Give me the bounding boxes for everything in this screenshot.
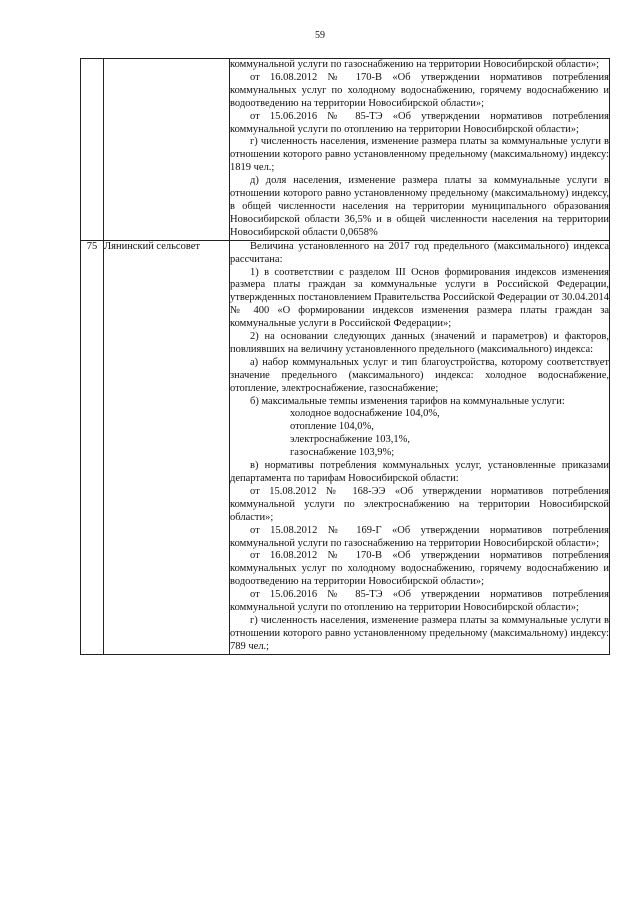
row-number: 75 bbox=[81, 240, 104, 654]
row-number-cell bbox=[81, 59, 104, 241]
tariff-item: электроснабжение 103,1%, bbox=[290, 434, 410, 446]
tariff-item: газоснабжение 103,9%; bbox=[290, 447, 395, 459]
paragraph: 2) на основании следующих данных (значений и параметров) и факторов, повлиявших на величину установленного предельного (максимального) индекса: bbox=[230, 331, 609, 355]
intro-paragraph: Величина установленного на 2017 год предельного (максимального) индекса рассчитана: bbox=[230, 240, 609, 265]
paragraph: от 15.06.2016 № 85-ТЭ «Об утверждении нормативов потребления коммунальной услуги по отоплению на территории Новосибирской области»; bbox=[230, 110, 609, 135]
table-row-75 bbox=[81, 240, 610, 654]
paragraph: коммунальной услуги по газоснабжению на территории Новосибирской области»; bbox=[230, 59, 599, 70]
paragraph: в) нормативы потребления коммунальных услуг, установленные приказами департамента по тарифам Новосибирской области: bbox=[230, 460, 609, 484]
justification-cell bbox=[230, 59, 610, 241]
municipality-cell bbox=[104, 59, 230, 241]
justification-cell bbox=[230, 240, 610, 654]
paragraph: б) максимальные темпы изменения тарифов на коммунальные услуги: bbox=[250, 395, 565, 407]
paragraph: от 15.08.2012 № 168-ЭЭ «Об утверждении нормативов потребления коммунальной услуги по электроснабжению на территории Новосибирской области»; bbox=[230, 485, 609, 523]
tariff-item: холодное водоснабжение 104,0%, bbox=[290, 408, 440, 420]
municipality-name: Лянинский сельсовет bbox=[104, 240, 230, 654]
paragraph: от 16.08.2012 № 170-В «Об утверждении нормативов потребления коммунальных услуг по холодному водоснабжению, горячему водоснабжению и водоотведению на территории Новосибирской области»; bbox=[230, 550, 609, 588]
paragraph: г) численность населения, изменение размера платы за коммунальные услуги в отношении которого равно установленному предельному (максимальному) индексу: 789 чел.; bbox=[230, 614, 609, 652]
paragraph: от 15.06.2016 № 85-ТЭ «Об утверждении нормативов потребления коммунальной услуги по отоплению на территории Новосибирской области»; bbox=[230, 589, 609, 614]
tariff-item: отопление 104,0%, bbox=[290, 421, 374, 433]
indices-table bbox=[80, 58, 610, 655]
table-row-continued bbox=[81, 59, 610, 241]
paragraph: г) численность населения, изменение размера платы за коммунальные услуги в отношении которого равно установленному предельному (максимальному) индексу: 1819 чел.; bbox=[230, 136, 609, 174]
page-number: 59 bbox=[315, 30, 325, 41]
paragraph: от 15.08.2012 № 169-Г «Об утверждении нормативов потребления коммунальной услуги по газоснабжению на территории Новосибирской области»; bbox=[230, 524, 609, 549]
paragraph: д) доля населения, изменение размера платы за коммунальные услуги в отношении которого равно установленному предельному (максимальному) индексу, в общей численности населения на территории муниципального образования Новосибирской области 36,5% и в общей численности населения на территории Новосибирской области 0,0658% bbox=[230, 175, 609, 238]
paragraph: 1) в соответствии с разделом III Основ формирования индексов изменения размера платы граждан за коммунальные услуги в Российской Федерации, утвержденных постановлением Правительства Российской Федерации от 30.04.2014 № 400 «О формировании индексов изменения размера платы граждан за коммунальные услуги в Российской Федерации»; bbox=[230, 266, 609, 330]
paragraph: от 16.08.2012 № 170-В «Об утверждении нормативов потребления коммунальных услуг по холодному водоснабжению, горячему водоснабжению и водоотведению на территории Новосибирской области»; bbox=[230, 71, 609, 109]
paragraph: а) набор коммунальных услуг и тип благоустройства, которому соответствует значение предельного (максимального) индекса: холодное водоснабжение, отопление, электроснабжение, газоснабжение; bbox=[230, 356, 609, 394]
